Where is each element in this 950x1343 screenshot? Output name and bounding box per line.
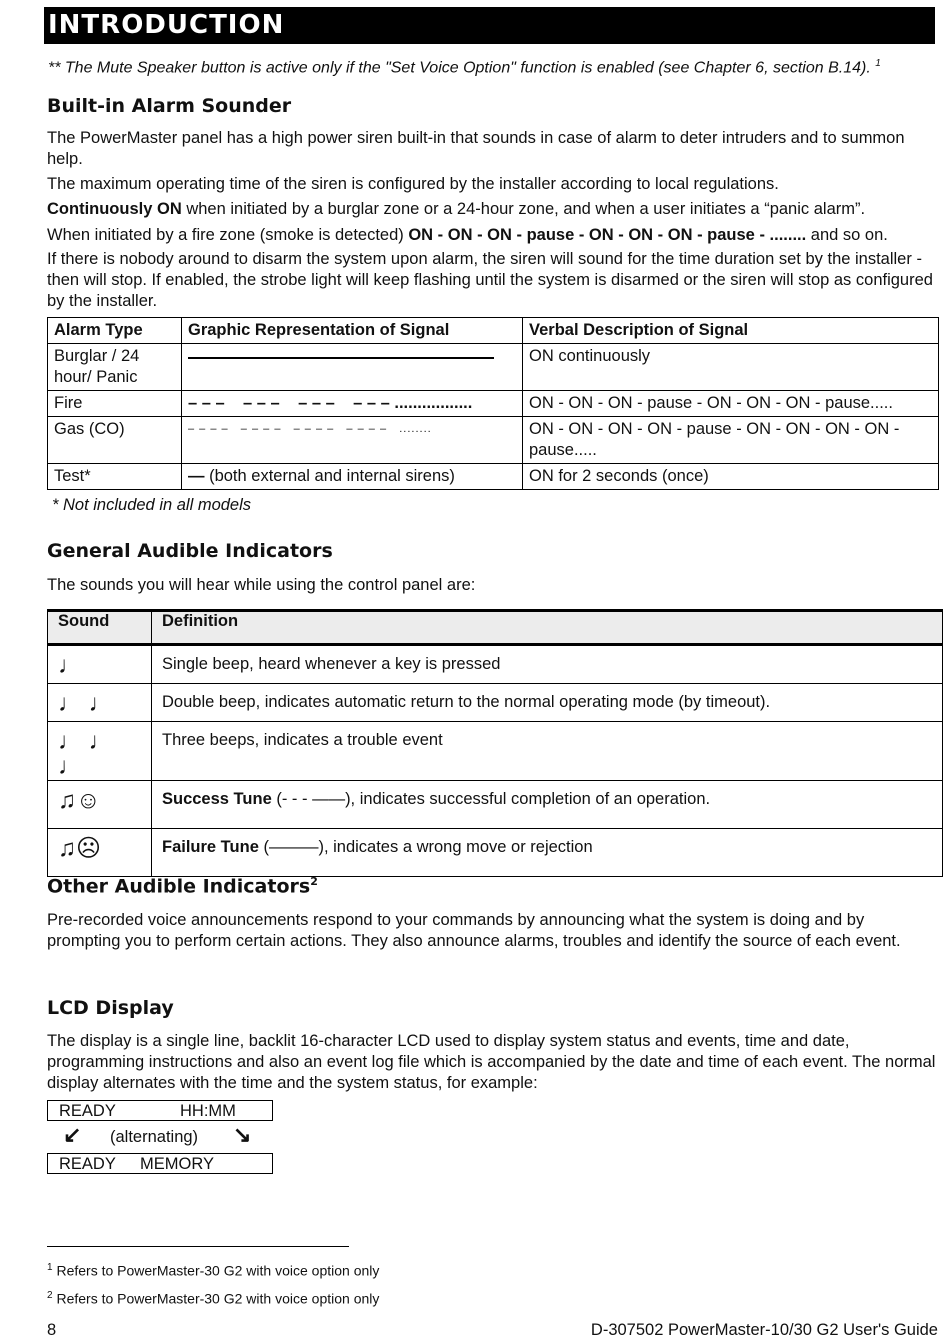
signal-graphic-cell: – – – – – – – – – – – – – – – – ........	[182, 417, 523, 464]
page-number: 8	[47, 1321, 57, 1339]
verbal-cell: ON - ON - ON - ON - pause - ON - ON - ON - ON - pause.....	[523, 417, 939, 464]
signal-graphic-cell	[182, 344, 523, 391]
footnote-divider	[47, 1246, 349, 1247]
column-header: Definition	[152, 611, 943, 645]
table-row	[48, 781, 943, 829]
table-row	[48, 684, 943, 722]
table-row	[48, 722, 943, 781]
footnote-ref-2: 2	[310, 875, 318, 888]
alarm-type-cell: Burglar / 24 hour/ Panic	[48, 344, 182, 391]
sounder-paragraph-4: When initiated by a fire zone (smoke is detected) ON - ON - ON - pause - ON - ON - ON - pause - ........ and so on.	[47, 226, 888, 244]
table-row	[48, 464, 939, 490]
footnote-ref-1: 1	[875, 58, 881, 69]
sound-icon-cell	[48, 781, 152, 829]
table-header-row	[48, 611, 943, 645]
definition-cell: Double beep, indicates automatic return to the normal operating mode (by timeout).	[152, 684, 943, 722]
signal-graphic-cell: — (both external and internal sirens)	[182, 464, 523, 490]
sounder-paragraph-3: Continuously ON when initiated by a burglar zone or a 24-hour zone, and when a user initiates a “panic alarm”.	[47, 200, 866, 218]
curved-arrow-down-right-icon: ↘	[233, 1122, 252, 1147]
sounder-paragraph-5: If there is nobody around to disarm the system upon alarm, the siren will sound for the time duration set by the installer - then will stop. If enabled, the strobe light will keep flashing until the system is disarmed or the siren will stop as configured by the installer.	[47, 250, 933, 310]
verbal-cell: ON - ON - ON - pause - ON - ON - ON - pause.....	[523, 391, 939, 417]
alarm-type-cell: Fire	[48, 391, 182, 417]
column-header: Sound	[48, 611, 152, 645]
lcd-example-line-1: READY HH:MM	[47, 1100, 273, 1121]
document-title: D-307502 PowerMaster-10/30 G2 User's Guide	[590, 1321, 938, 1339]
sound-table	[47, 609, 943, 877]
failure-tune-icon: ♫☹	[58, 835, 102, 862]
single-note-icon: ♩	[58, 652, 82, 679]
footnote-1: $^1$ Refers to PowerMaster-30 G2 with voice option only	[47, 1262, 380, 1279]
section-title-other-audible: Other Audible Indicators$^2$	[47, 875, 318, 898]
sound-icon-cell	[48, 645, 152, 684]
sounder-paragraph-2: The maximum operating time of the siren is configured by the installer according to local regulations.	[47, 175, 779, 193]
page-title: INTRODUCTION	[44, 7, 935, 44]
double-note-icon: ♩ ♩	[58, 690, 113, 717]
section-title-lcd: LCD Display	[47, 997, 174, 1019]
sounder-paragraph-1: The PowerMaster panel has a high power siren built-in that sounds in case of alarm to deter intruders and to summon help.	[47, 129, 905, 168]
alarm-type-cell: Test*	[48, 464, 182, 490]
table-row	[48, 417, 939, 464]
sound-icon-cell	[48, 684, 152, 722]
curved-arrow-down-left-icon: ↙	[63, 1122, 82, 1147]
verbal-cell: ON continuously	[523, 344, 939, 391]
alarm-type-cell: Gas (CO)	[48, 417, 182, 464]
table-row	[48, 645, 943, 684]
triple-note-icon: ♩ ♩ ♩	[58, 728, 113, 780]
column-header: Alarm Type	[48, 318, 182, 344]
success-tune-icon: ♫☺	[58, 787, 101, 814]
definition-cell: Single beep, heard whenever a key is pressed	[152, 645, 943, 684]
lcd-paragraph: The display is a single line, backlit 16-character LCD used to display system status and events, time and date, programming instructions and also an event log file which is accompanied by the date and time of each event. The normal display alternates with the time and the system status, for example:	[47, 1032, 936, 1092]
alternating-row: ↙ (alternating) ↘	[63, 1122, 252, 1147]
definition-cell: Success Tune (- - - ——), indicates successful completion of an operation.	[152, 781, 943, 829]
section-title-alarm-sounder: Built-in Alarm Sounder	[47, 95, 292, 117]
table-header-row	[48, 318, 939, 344]
continuous-signal-line	[188, 357, 494, 359]
table-row	[48, 344, 939, 391]
table-row	[48, 391, 939, 417]
general-intro: The sounds you will hear while using the control panel are:	[47, 576, 476, 594]
lcd-example-line-2: READY MEMORY	[47, 1153, 273, 1174]
other-paragraph: Pre-recorded voice announcements respond to your commands by announcing what the system is doing and by prompting you to perform certain actions. They also announce alarms, troubles and identify the source of each event.	[47, 911, 901, 950]
column-header: Verbal Description of Signal	[523, 318, 939, 344]
alarm-signal-table	[47, 317, 939, 490]
definition-cell: Failure Tune (———), indicates a wrong move or rejection	[152, 829, 943, 877]
signal-graphic-cell: – – – – – – – – – – – – .................	[182, 391, 523, 417]
sound-icon-cell	[48, 722, 152, 781]
models-footnote: * Not included in all models	[52, 496, 252, 514]
footnote-2: $^2$ Refers to PowerMaster-30 G2 with voice option only	[47, 1290, 380, 1307]
section-title-general-audible: General Audible Indicators	[47, 540, 333, 562]
table-row	[48, 829, 943, 877]
mute-speaker-note: ** The Mute Speaker button is active only if the "Set Voice Option" function is enabled (see Chapter 6, section B.14). $^1$	[48, 58, 881, 77]
column-header: Graphic Representation of Signal	[182, 318, 523, 344]
verbal-cell: ON for 2 seconds (once)	[523, 464, 939, 490]
definition-cell: Three beeps, indicates a trouble event	[152, 722, 943, 781]
sound-icon-cell	[48, 829, 152, 877]
